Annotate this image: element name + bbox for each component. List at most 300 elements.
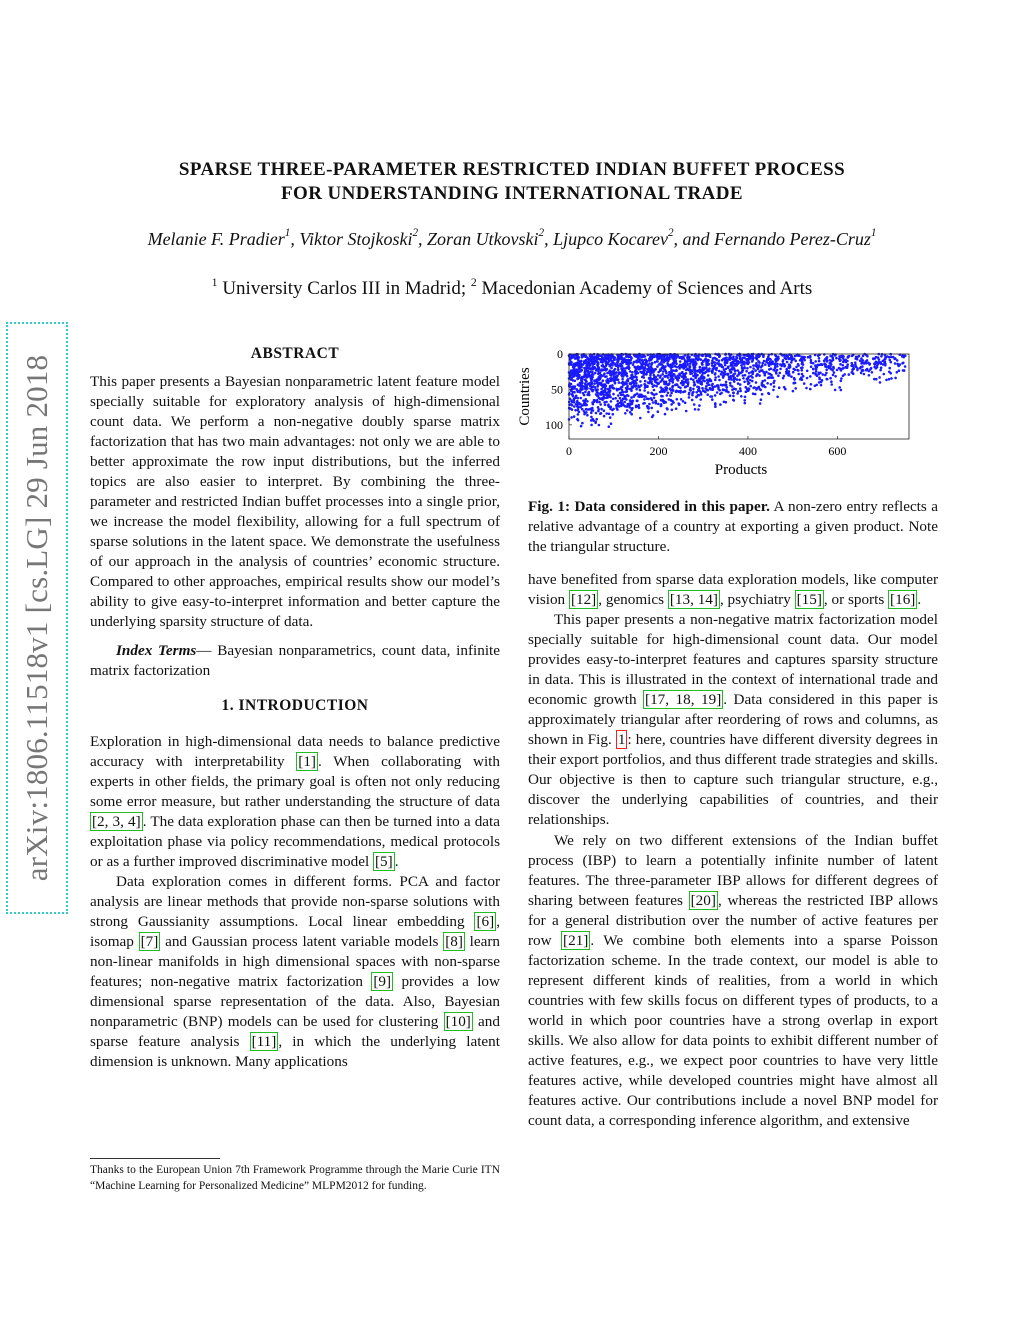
scatter-point <box>789 364 792 367</box>
citation[interactable]: [9] <box>373 973 392 990</box>
scatter-point <box>785 372 788 375</box>
scatter-point <box>737 390 740 393</box>
citation[interactable]: [5] <box>375 853 393 870</box>
scatter-point <box>810 365 813 368</box>
scatter-point <box>739 387 742 390</box>
scatter-point <box>810 359 813 362</box>
scatter-point <box>825 366 828 369</box>
scatter-point <box>606 381 609 384</box>
scatter-point <box>673 355 676 358</box>
scatter-point <box>639 417 642 420</box>
scatter-point <box>691 392 694 395</box>
scatter-point <box>880 366 883 369</box>
scatter-point <box>635 388 638 391</box>
scatter-point <box>728 378 731 381</box>
scatter-point <box>733 367 736 370</box>
scatter-point <box>615 376 618 379</box>
scatter-point <box>571 408 574 411</box>
scatter-point <box>823 359 826 362</box>
scatter-point <box>685 381 688 384</box>
scatter-point <box>598 424 601 427</box>
scatter-point <box>768 364 771 367</box>
scatter-point <box>688 366 691 369</box>
scatter-point <box>654 400 657 403</box>
scatter-point <box>871 371 874 374</box>
scatter-point <box>868 374 871 377</box>
scatter-point <box>650 407 653 410</box>
scatter-point <box>854 364 857 367</box>
scatter-point <box>585 356 588 359</box>
scatter-point <box>573 398 576 401</box>
scatter-point <box>590 424 593 427</box>
scatter-point <box>741 370 744 373</box>
scatter-point <box>664 413 667 416</box>
scatter-point <box>866 359 869 362</box>
scatter-point <box>736 360 739 363</box>
scatter-point <box>682 391 685 394</box>
scatter-point <box>767 377 770 380</box>
scatter-point <box>878 358 881 361</box>
scatter-point <box>699 368 702 371</box>
scatter-point <box>724 364 727 367</box>
scatter-point <box>579 391 582 394</box>
scatter-point <box>794 387 797 390</box>
scatter-point <box>894 377 897 380</box>
scatter-point <box>703 376 706 379</box>
scatter-point <box>777 374 780 377</box>
scatter-point <box>732 391 735 394</box>
scatter-point <box>589 385 592 388</box>
scatter-point <box>590 378 593 381</box>
scatter-point <box>773 385 776 388</box>
scatter-point <box>701 387 704 390</box>
scatter-point <box>620 363 623 366</box>
scatter-point <box>761 364 764 367</box>
scatter-point <box>671 371 674 374</box>
scatter-point <box>651 383 654 386</box>
scatter-point <box>863 373 866 376</box>
scatter-point <box>720 364 723 367</box>
scatter-point <box>588 391 591 394</box>
scatter-point <box>624 412 627 415</box>
scatter-point <box>846 363 849 366</box>
scatter-point <box>604 360 607 363</box>
citation[interactable]: [1] <box>298 753 316 770</box>
scatter-point <box>697 408 700 411</box>
scatter-point <box>873 366 876 369</box>
scatter-point <box>774 363 777 366</box>
scatter-point <box>631 381 634 384</box>
scatter-point <box>739 356 742 359</box>
scatter-point <box>728 376 731 379</box>
scatter-point <box>595 418 598 421</box>
scatter-point <box>711 395 714 398</box>
arxiv-id: arXiv:1806.11518v1 [cs.LG] 29 Jun 2018 <box>19 354 54 882</box>
right-paragraph-2: This paper presents a non-negative matrix factorization model specially suitable for high-dimensional count data. Our model provides easy-to-interpret features and captures sparsity structure in data. This is illustrated in the context of international trade and economic growth [17, 18, 19] . Data considered in this paper is approximately triangular after reordering of rows and columns, as shown in Fig. 1 : here, countries have different diversity degrees in their export portfolios, and thus different trade strategies and skills. Our objective is then to capture such triangular structure, e.g., discover the underlying capabilities of countries, and their relationships. <box>528 611 938 828</box>
author-5: Fernando Perez-Cruz$^1$ <box>714 226 877 249</box>
scatter-point <box>737 369 740 372</box>
scatter-point <box>648 368 651 371</box>
author-1: Melanie F. Pradier$^1$ <box>147 226 291 249</box>
scatter-point <box>814 360 817 363</box>
scatter-point <box>617 360 620 363</box>
scatter-point <box>684 363 687 366</box>
scatter-point <box>631 378 634 381</box>
scatter-point <box>646 370 649 373</box>
scatter-point <box>834 375 837 378</box>
scatter-point <box>621 378 624 381</box>
scatter-point <box>620 386 623 389</box>
scatter-point <box>674 375 677 378</box>
scatter-point <box>850 371 853 374</box>
scatter-point <box>583 360 586 363</box>
scatter-point <box>613 358 616 361</box>
scatter-point <box>736 375 739 378</box>
scatter-point <box>768 368 771 371</box>
y-tick-label: 100 <box>545 417 563 432</box>
scatter-point <box>610 422 613 425</box>
scatter-point <box>678 403 681 406</box>
scatter-point <box>779 372 782 375</box>
affiliation-1: University Carlos III in Madrid; <box>222 278 467 299</box>
scatter-point <box>643 402 646 405</box>
scatter-point <box>630 396 633 399</box>
abstract-heading: ABSTRACT <box>250 345 340 362</box>
scatter-point <box>600 384 603 387</box>
scatter-point <box>706 388 709 391</box>
scatter-point <box>893 358 896 361</box>
scatter-point <box>700 354 703 357</box>
scatter-point <box>826 360 829 363</box>
scatter-point <box>796 353 799 356</box>
scatter-point <box>574 409 577 412</box>
scatter-point <box>573 415 576 418</box>
scatter-point <box>672 363 675 366</box>
scatter-point <box>874 363 877 366</box>
title-line-2: FOR UNDERSTANDING INTERNATIONAL TRADE <box>281 183 743 204</box>
citation[interactable]: [10] <box>445 1013 471 1030</box>
citation[interactable]: [13, 14] <box>669 591 718 608</box>
scatter-point <box>696 379 699 382</box>
scatter-point <box>666 394 669 397</box>
scatter-point <box>579 406 582 409</box>
scatter-point <box>579 403 582 406</box>
scatter-point <box>650 380 653 383</box>
scatter-point <box>648 362 651 365</box>
scatter-point <box>746 388 749 391</box>
scatter-point <box>603 397 606 400</box>
scatter-point <box>581 356 584 359</box>
scatter-point <box>848 373 851 376</box>
scatter-point <box>617 378 620 381</box>
scatter-point <box>663 389 666 392</box>
scatter-point <box>714 379 717 382</box>
scatter-point <box>688 392 691 395</box>
scatter-point <box>815 384 818 387</box>
scatter-point <box>675 383 678 386</box>
scatter-point <box>742 362 745 365</box>
citation[interactable]: [12] <box>570 591 597 608</box>
scatter-point <box>773 369 776 372</box>
scatter-point <box>578 384 581 387</box>
scatter-point <box>846 366 849 369</box>
scatter-point <box>573 405 576 408</box>
figure-reference[interactable]: 1 <box>617 731 626 748</box>
scatter-point <box>661 395 664 398</box>
scatter-point <box>690 378 693 381</box>
scatter-point <box>571 376 574 379</box>
scatter-point <box>586 394 589 397</box>
scatter-point <box>693 403 696 406</box>
scatter-point <box>744 396 747 399</box>
scatter-point <box>668 356 671 359</box>
scatter-point <box>643 376 646 379</box>
scatter-point <box>904 365 907 368</box>
scatter-point <box>601 365 604 368</box>
citation[interactable]: [7] <box>140 933 159 950</box>
scatter-point <box>581 385 584 388</box>
scatter-point <box>765 371 768 374</box>
scatter-point <box>880 355 883 358</box>
scatter-point <box>704 391 707 394</box>
scatter-point <box>584 403 587 406</box>
scatter-point <box>609 396 612 399</box>
scatter-point <box>801 369 804 372</box>
scatter-point <box>879 361 882 364</box>
scatter-point <box>626 379 629 382</box>
scatter-point <box>592 373 595 376</box>
scatter-point <box>580 377 583 380</box>
scatter-point <box>635 382 638 385</box>
scatter-point <box>694 369 697 372</box>
scatter-point <box>614 368 617 371</box>
scatter-point <box>656 356 659 359</box>
scatter-point <box>617 404 620 407</box>
scatter-point <box>575 357 578 360</box>
scatter-point <box>631 386 634 389</box>
scatter-point <box>651 399 654 402</box>
scatter-point <box>832 374 835 377</box>
scatter-point <box>744 402 747 405</box>
scatter-point <box>599 372 602 375</box>
scatter-point <box>736 378 739 381</box>
scatter-point <box>727 373 730 376</box>
footnote: Thanks to the European Union 7th Framework Programme through the Marie Curie ITN “Machine Learning for Personalized Medicine” MLPM2012 for funding. <box>90 1164 500 1192</box>
scatter-point <box>702 360 705 363</box>
scatter-point <box>593 366 596 369</box>
y-tick-label: 50 <box>551 382 563 397</box>
scatter-point <box>681 366 684 369</box>
scatter-point <box>583 413 586 416</box>
figure-1-scatter <box>512 342 942 494</box>
scatter-point <box>793 377 796 380</box>
scatter-point <box>720 373 723 376</box>
scatter-point <box>610 378 613 381</box>
scatter-point <box>678 373 681 376</box>
scatter-point <box>626 390 629 393</box>
author-list: Melanie F. Pradier$^1$, Viktor Stojkoski$^2$, Zoran Utkovski$^2$, Ljupco Kocarev$^2$, and Fernando Perez-Cruz$^1$ <box>147 226 877 249</box>
scatter-point <box>573 386 576 389</box>
scatter-point <box>651 416 654 419</box>
scatter-point <box>838 386 841 389</box>
scatter-point <box>604 376 607 379</box>
intro-paragraph-1: Exploration in high-dimensional data needs to balance predictive accuracy with interpretability [1] . When collaborating with experts in other fields, the primary goal is often not only reducing some error measure, but rather understanding the structure of data [2, 3, 4] . The data exploration phase can then be turned into a data exploitation phase via policy recommendations, medical protocols or as a further improved discriminative model [5] . <box>90 733 500 870</box>
scatter-point <box>672 389 675 392</box>
scatter-point <box>778 386 781 389</box>
scatter-point <box>761 384 764 387</box>
citation[interactable]: [2, 3, 4] <box>92 813 141 830</box>
scatter-point <box>570 387 573 390</box>
scatter-point <box>714 357 717 360</box>
scatter-point <box>716 391 719 394</box>
x-tick-label: 400 <box>738 444 757 458</box>
scatter-point <box>649 378 652 381</box>
scatter-point <box>617 394 620 397</box>
scatter-point <box>739 383 742 386</box>
scatter-point <box>612 408 615 411</box>
scatter-point <box>757 360 760 363</box>
scatter-point <box>829 377 832 380</box>
scatter-point <box>669 394 672 397</box>
scatter-point <box>806 370 809 373</box>
scatter-point <box>839 359 842 362</box>
scatter-point <box>809 388 812 391</box>
scatter-point <box>570 416 573 419</box>
scatter-point <box>592 358 595 361</box>
scatter-point <box>741 367 744 370</box>
scatter-point <box>768 358 771 361</box>
scatter-point <box>641 359 644 362</box>
citation[interactable]: [6] <box>476 913 495 930</box>
scatter-point <box>718 359 721 362</box>
scatter-point <box>851 355 854 358</box>
scatter-point <box>665 381 668 384</box>
scatter-point <box>677 390 680 393</box>
scatter-point <box>605 412 608 415</box>
scatter-point <box>581 382 584 385</box>
scatter-point <box>860 357 863 360</box>
scatter-point <box>859 359 862 362</box>
scatter-point <box>755 381 758 384</box>
scatter-point <box>711 384 714 387</box>
scatter-point <box>631 374 634 377</box>
scatter-point <box>754 364 757 367</box>
scatter-point <box>598 401 601 404</box>
citation[interactable]: [20] <box>690 892 716 909</box>
scatter-point <box>648 403 651 406</box>
scatter-point <box>607 358 610 361</box>
scatter-point <box>618 373 621 376</box>
scatter-point <box>803 382 806 385</box>
scatter-point <box>702 389 705 392</box>
scatter-point <box>599 403 602 406</box>
scatter-point <box>730 362 733 365</box>
scatter-point <box>634 394 637 397</box>
scatter-point <box>653 397 656 400</box>
scatter-point <box>861 369 864 372</box>
scatter-point <box>760 398 763 401</box>
scatter-point <box>698 394 701 397</box>
citation[interactable]: [17, 18, 19] <box>645 691 722 708</box>
scatter-point <box>809 355 812 358</box>
scatter-point <box>623 370 626 373</box>
scatter-point <box>578 374 581 377</box>
scatter-point <box>771 376 774 379</box>
scatter-point <box>766 382 769 385</box>
scatter-point <box>693 384 696 387</box>
scatter-point <box>879 381 882 384</box>
citation[interactable]: [8] <box>445 933 463 950</box>
scatter-point <box>635 359 638 362</box>
citation[interactable]: [15] <box>796 591 822 608</box>
scatter-point <box>705 363 708 366</box>
scatter-point <box>622 384 625 387</box>
scatter-point <box>686 368 689 371</box>
scatter-point <box>718 362 721 365</box>
scatter-point <box>711 370 714 373</box>
scatter-point <box>596 394 599 397</box>
scatter-point <box>801 373 804 376</box>
scatter-point <box>685 410 688 413</box>
scatter-point <box>706 393 709 396</box>
scatter-point <box>713 361 716 364</box>
scatter-point <box>679 360 682 363</box>
scatter-point <box>743 367 746 370</box>
scatter-point <box>661 377 664 380</box>
scatter-point <box>666 408 669 411</box>
scatter-point <box>647 411 650 414</box>
scatter-point <box>759 402 762 405</box>
scatter-point <box>750 371 753 374</box>
scatter-point <box>636 371 639 374</box>
scatter-point <box>696 386 699 389</box>
scatter-point <box>689 373 692 376</box>
scatter-point <box>825 372 828 375</box>
citation[interactable]: [21] <box>563 932 589 949</box>
scatter-point <box>595 412 598 415</box>
scatter-point <box>664 369 667 372</box>
scatter-point <box>667 392 670 395</box>
scatter-point <box>896 363 899 366</box>
scatter-point <box>644 358 647 361</box>
scatter-point <box>638 361 641 364</box>
scatter-point <box>596 385 599 388</box>
scatter-point <box>643 389 646 392</box>
scatter-point <box>597 363 600 366</box>
y-axis-label: Countries <box>517 367 533 426</box>
scatter-point <box>726 386 729 389</box>
scatter-point <box>767 372 770 375</box>
scatter-point <box>653 374 656 377</box>
scatter-point <box>748 382 751 385</box>
scatter-point <box>657 403 660 406</box>
scatter-point <box>842 367 845 370</box>
scatter-point <box>705 358 708 361</box>
scatter-point <box>590 409 593 412</box>
scatter-point <box>590 368 593 371</box>
citation[interactable]: [11] <box>251 1033 277 1050</box>
citation[interactable]: [16] <box>890 591 916 608</box>
scatter-point <box>614 363 617 366</box>
scatter-point <box>717 386 720 389</box>
scatter-point <box>898 369 901 372</box>
scatter-point <box>814 364 817 367</box>
scatter-point <box>591 371 594 374</box>
scatter-point <box>835 357 838 360</box>
scatter-point <box>652 401 655 404</box>
scatter-point <box>645 363 648 366</box>
scatter-point <box>656 365 659 368</box>
